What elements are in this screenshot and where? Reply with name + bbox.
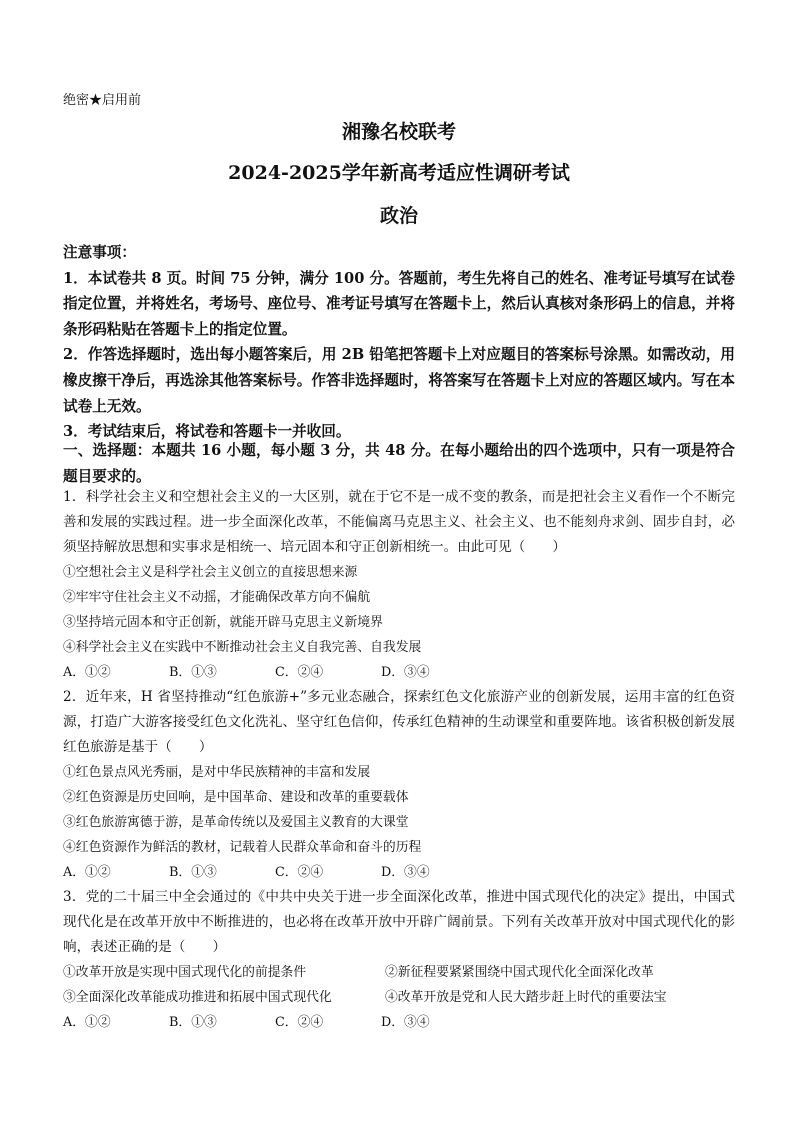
question-3-stem: 3．党的二十届三中全会通过的《中共中央关于进一步全面深化改革，推进中国式现代化的决定》提出，中国式现代化是在改革开放中不断推进的，也必将在改革开放中开辟广阔前景。下列有关改革开放对中国式现代化的影响，表述正确的是（ ） — [63, 889, 735, 955]
answer-choice-d: D．③④ — [381, 865, 430, 880]
answer-choice-b: B．①③ — [169, 1015, 217, 1030]
exam-page — [63, 0, 735, 1123]
subject-title: 政治 — [379, 205, 418, 227]
option-item: ④红色资源作为鲜活的教材，记载着人民群众革命和奋斗的历程 — [63, 840, 422, 855]
answer-choice-a: A．①② — [63, 1015, 111, 1030]
answer-choice-d: D．③④ — [381, 665, 430, 680]
notice-section — [63, 240, 735, 445]
option-item: ②牢牢守住社会主义不动摇，才能确保改革方向不偏航 — [63, 590, 371, 605]
answer-choices — [63, 860, 735, 885]
question-1-stem: 1．科学社会主义和空想社会主义的一大区别，就在于它不是一成不变的教条，而是把社会主义看作一个不断完善和发展的实践过程。进一步全面深化改革，不能偏离马克思主义、社会主义、也不能刻舟求剑、固步自封，必须坚持解放思想和实事求是相统一、培元固本和守正创新相统一。由此可见（ ） — [63, 489, 735, 555]
section-heading: 一、选择题：本题共 16 小题，每小题 3 分，共 48 分。在每小题给出的四个选项中，只有一项是符合题目要求的。 — [63, 442, 735, 485]
option-item: ②红色资源是历史回响，是中国革命、建设和改革的重要载体 — [63, 790, 409, 805]
answer-choice-c: C．②④ — [275, 665, 324, 680]
question-2-stem: 2．近年来，H 省坚持推动“红色旅游+”多元业态融合，探索红色文化旅游产业的创新发展，运用丰富的红色资源，打造广大游客接受红色文化洗礼、坚守红色信仰，传承红色精神的生动课堂和重要阵地。该省积极创新发展红色旅游是基于（ ） — [63, 689, 735, 755]
notice-item: 2．作答选择题时，选出每小题答案后，用 2B 铅笔把答题卡上对应题目的答案标号涂黑。如需改动，用橡皮擦干净后，再选涂其他答案标号。作答非选择题时，将答案写在答题卡上对应的答题区域内。写在本试卷上无效。 — [63, 346, 735, 415]
exam-name-title: 2024-2025学年新高考适应性调研考试 — [228, 162, 570, 184]
answer-choice-c: C．②④ — [275, 1015, 324, 1030]
answer-choice-a: A．①② — [63, 665, 111, 680]
option-item: ④改革开放是党和人民大踏步赶上时代的重要法宝 — [385, 990, 667, 1005]
option-item: ④科学社会主义在实践中不断推动社会主义自我完善、自我发展 — [63, 640, 422, 655]
option-item: ②新征程要紧紧围绕中国式现代化全面深化改革 — [385, 965, 654, 980]
answer-choice-a: A．①② — [63, 865, 111, 880]
option-item: ③红色旅游寓德于游，是革命传统以及爱国主义教育的大课堂 — [63, 815, 409, 830]
notice-item: 1．本试卷共 8 页。时间 75 分钟，满分 100 分。答题前，考生先将自己的姓名、准考证号填写在试卷指定位置，并将姓名，考场号、座位号、准考证号填写在答题卡上，然后认真核对条形码上的信息，并将条形码粘贴在答题卡上的指定位置。 — [63, 269, 735, 338]
option-item: ①改革开放是实现中国式现代化的前提条件 — [63, 965, 307, 980]
answer-choices — [63, 660, 735, 685]
answer-choices — [63, 1010, 735, 1035]
answer-choice-b: B．①③ — [169, 665, 217, 680]
question-1-options — [63, 560, 735, 685]
option-item: ①空想社会主义是科学社会主义创立的直接思想来源 — [63, 565, 358, 580]
answer-choice-c: C．②④ — [275, 865, 324, 880]
option-item: ③全面深化改革能成功推进和拓展中国式现代化 — [63, 990, 332, 1005]
notice-item: 3．考试结束后，将试卷和答题卡一并收回。 — [63, 423, 351, 441]
answer-choice-b: B．①③ — [169, 865, 217, 880]
question-3-options — [63, 960, 735, 1035]
exam-union-title: 湘豫名校联考 — [341, 121, 456, 143]
secret-mark: 绝密★启用前 — [63, 93, 142, 108]
notice-heading: 注意事项： — [63, 244, 136, 261]
question-2-options — [63, 760, 735, 885]
answer-choice-d: D．③④ — [381, 1015, 430, 1030]
option-item: ③坚持培元固本和守正创新，就能开辟马克思主义新境界 — [63, 615, 383, 630]
option-grid — [63, 960, 735, 1010]
option-item: ①红色景点风光秀丽，是对中华民族精神的丰富和发展 — [63, 765, 371, 780]
